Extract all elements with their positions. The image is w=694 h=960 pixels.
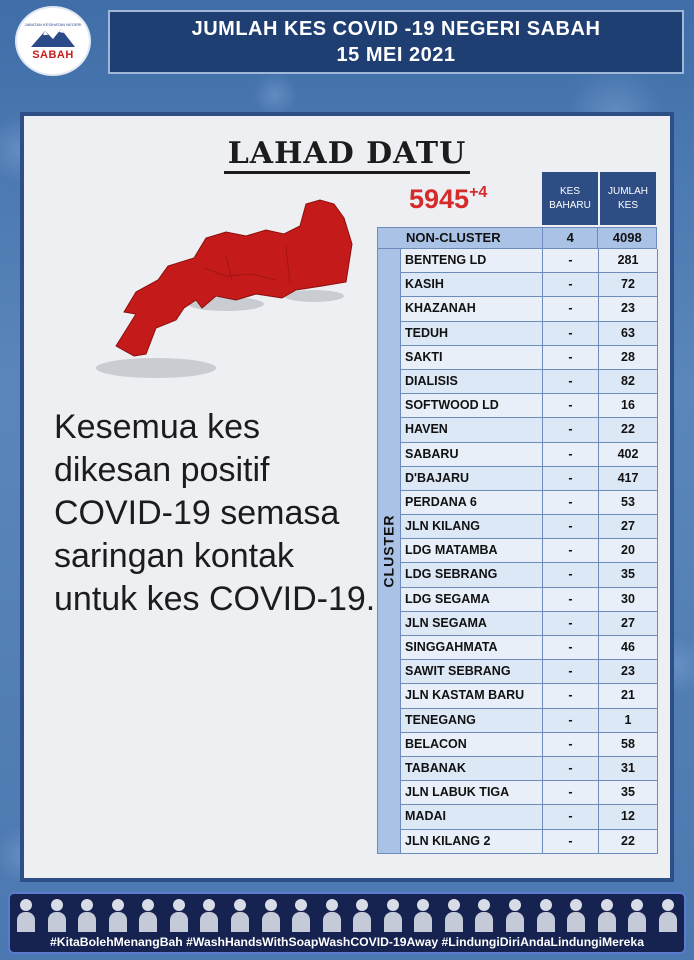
- cluster-total: 30: [598, 588, 657, 611]
- table-row: [401, 830, 658, 854]
- cluster-name: BELACON: [401, 733, 542, 756]
- table-row: [401, 370, 658, 394]
- cluster-total: 1: [598, 709, 657, 732]
- cluster-name: SABARU: [401, 443, 542, 466]
- table-row: [401, 781, 658, 805]
- person-icon: [352, 896, 372, 932]
- district-name: [24, 136, 670, 171]
- cluster-new: -: [542, 370, 598, 393]
- cluster-name: TENEGANG: [401, 709, 542, 732]
- cluster-new: -: [542, 612, 598, 635]
- district-label: LAHAD DATU: [224, 136, 471, 174]
- cluster-new: -: [542, 660, 598, 683]
- total-new-cases: +4: [469, 184, 488, 201]
- person-icon: [261, 896, 281, 932]
- cluster-total: 23: [598, 297, 657, 320]
- cluster-total: 23: [598, 660, 657, 683]
- cluster-new: -: [542, 418, 598, 441]
- person-icon: [658, 896, 678, 932]
- person-icon: [627, 896, 647, 932]
- person-icon: [474, 896, 494, 932]
- cluster-new: -: [542, 249, 598, 272]
- mountain-icon: [29, 27, 77, 49]
- non-cluster-total: 4098: [597, 228, 656, 248]
- cluster-total: 53: [598, 491, 657, 514]
- logo-text: SABAH: [32, 48, 74, 61]
- person-icon: [108, 896, 128, 932]
- person-icon: [169, 896, 189, 932]
- table-row: [401, 467, 658, 491]
- cluster-name: SOFTWOOD LD: [401, 394, 542, 417]
- table-row: [401, 757, 658, 781]
- cluster-new: -: [542, 515, 598, 538]
- cluster-new: -: [542, 491, 598, 514]
- cluster-new: -: [542, 297, 598, 320]
- cluster-new: -: [542, 273, 598, 296]
- table-row: [401, 443, 658, 467]
- person-icon: [444, 896, 464, 932]
- table-row: [401, 249, 658, 273]
- cluster-name: TEDUH: [401, 322, 542, 345]
- total-cases: [409, 184, 487, 215]
- cluster-name: JLN LABUK TIGA: [401, 781, 542, 804]
- cluster-total: 12: [598, 805, 657, 828]
- table-row: [401, 273, 658, 297]
- table-row: [401, 418, 658, 442]
- person-icon: [536, 896, 556, 932]
- total-cases-value: 5945: [409, 184, 470, 214]
- cluster-new: -: [542, 684, 598, 707]
- cluster-name: HAVEN: [401, 418, 542, 441]
- cluster-name: DIALISIS: [401, 370, 542, 393]
- cluster-new: -: [542, 757, 598, 780]
- cluster-name: KHAZANAH: [401, 297, 542, 320]
- person-icon: [199, 896, 219, 932]
- footer-banner: [8, 892, 686, 954]
- table-row: [401, 394, 658, 418]
- cluster-total: 58: [598, 733, 657, 756]
- person-icon: [230, 896, 250, 932]
- cluster-name: JLN KILANG: [401, 515, 542, 538]
- cluster-section: [377, 249, 657, 854]
- cluster-total: 35: [598, 563, 657, 586]
- title-line-1: JUMLAH KES COVID -19 NEGERI SABAH: [191, 18, 601, 40]
- cluster-name: MADAI: [401, 805, 542, 828]
- cluster-total: 402: [598, 443, 657, 466]
- cluster-total: 22: [598, 830, 657, 853]
- cluster-total: 63: [598, 322, 657, 345]
- cluster-new: -: [542, 467, 598, 490]
- cluster-name: SAKTI: [401, 346, 542, 369]
- cluster-new: -: [542, 781, 598, 804]
- cluster-total: 35: [598, 781, 657, 804]
- cluster-name: LDG MATAMBA: [401, 539, 542, 562]
- table-row: [401, 297, 658, 321]
- person-icon: [566, 896, 586, 932]
- cluster-new: -: [542, 394, 598, 417]
- cluster-total: 21: [598, 684, 657, 707]
- cluster-total: 281: [598, 249, 657, 272]
- cluster-name: KASIH: [401, 273, 542, 296]
- cluster-new: -: [542, 588, 598, 611]
- table-row: [401, 346, 658, 370]
- cluster-new: -: [542, 346, 598, 369]
- district-map: [76, 196, 356, 386]
- cluster-total: 31: [598, 757, 657, 780]
- cluster-new: -: [542, 636, 598, 659]
- cluster-total: 27: [598, 515, 657, 538]
- cluster-name: JLN SEGAMA: [401, 612, 542, 635]
- cluster-new: -: [542, 563, 598, 586]
- cluster-name: LDG SEBRANG: [401, 563, 542, 586]
- cluster-total: 417: [598, 467, 657, 490]
- frontliner-figures: [16, 896, 678, 932]
- cluster-total: 82: [598, 370, 657, 393]
- cluster-name: TABANAK: [401, 757, 542, 780]
- cluster-new: -: [542, 733, 598, 756]
- cluster-name: JLN KASTAM BARU: [401, 684, 542, 707]
- person-icon: [413, 896, 433, 932]
- logo-top-text: JABATAN KESIHATAN NEGERI: [24, 21, 82, 27]
- table-row: [401, 805, 658, 829]
- cluster-name: BENTENG LD: [401, 249, 542, 272]
- title-line-2: 15 MEI 2021: [336, 44, 456, 66]
- cluster-name: PERDANA 6: [401, 491, 542, 514]
- non-cluster-row: [377, 227, 657, 249]
- table-row: [401, 491, 658, 515]
- table-row: [401, 636, 658, 660]
- table-row: [401, 709, 658, 733]
- cluster-new: -: [542, 322, 598, 345]
- page-title: [108, 10, 684, 74]
- non-cluster-new: 4: [542, 228, 598, 248]
- person-icon: [77, 896, 97, 932]
- table-row: [401, 612, 658, 636]
- person-icon: [16, 896, 36, 932]
- cluster-rows: [401, 249, 658, 854]
- cluster-name: LDG SEGAMA: [401, 588, 542, 611]
- cluster-total: 22: [598, 418, 657, 441]
- person-icon: [597, 896, 617, 932]
- table-row: [401, 322, 658, 346]
- cluster-total: 20: [598, 539, 657, 562]
- cluster-total: 27: [598, 612, 657, 635]
- person-icon: [47, 896, 67, 932]
- sabah-health-logo: [15, 6, 91, 76]
- non-cluster-name: NON-CLUSTER: [406, 230, 501, 245]
- table-row: [401, 733, 658, 757]
- table-row: [401, 660, 658, 684]
- cluster-new: -: [542, 539, 598, 562]
- district-card: [20, 112, 674, 882]
- table-row: [401, 563, 658, 587]
- cluster-total: 72: [598, 273, 657, 296]
- info-message: Kesemua kes dikesan positif COVID-19 semasa saringan kontak untuk kes COVID-19.: [54, 408, 376, 618]
- person-icon: [291, 896, 311, 932]
- table-row: [401, 588, 658, 612]
- col-header-total-cases: JUMLAH KES: [600, 172, 656, 225]
- cluster-new: -: [542, 830, 598, 853]
- cluster-total: 16: [598, 394, 657, 417]
- cases-table: [377, 227, 657, 854]
- cluster-side-label: [377, 249, 401, 854]
- cluster-new: -: [542, 443, 598, 466]
- table-row: [401, 684, 658, 708]
- cluster-name: D'BAJARU: [401, 467, 542, 490]
- person-icon: [138, 896, 158, 932]
- person-icon: [322, 896, 342, 932]
- cluster-label-text: CLUSTER: [381, 514, 397, 588]
- person-icon: [383, 896, 403, 932]
- cluster-name: SAWIT SEBRANG: [401, 660, 542, 683]
- hashtag-text: #KitaBolehMenangBah #WashHandsWithSoapWashCOVID-19Away #LindungiDiriAndaLindungiMereka: [50, 935, 644, 949]
- cluster-total: 28: [598, 346, 657, 369]
- cluster-new: -: [542, 709, 598, 732]
- person-icon: [505, 896, 525, 932]
- col-header-new-cases: KES BAHARU: [542, 172, 598, 225]
- table-row: [401, 539, 658, 563]
- table-row: [401, 515, 658, 539]
- cluster-name: JLN KILANG 2: [401, 830, 542, 853]
- cluster-total: 46: [598, 636, 657, 659]
- cluster-new: -: [542, 805, 598, 828]
- cluster-name: SINGGAHMATA: [401, 636, 542, 659]
